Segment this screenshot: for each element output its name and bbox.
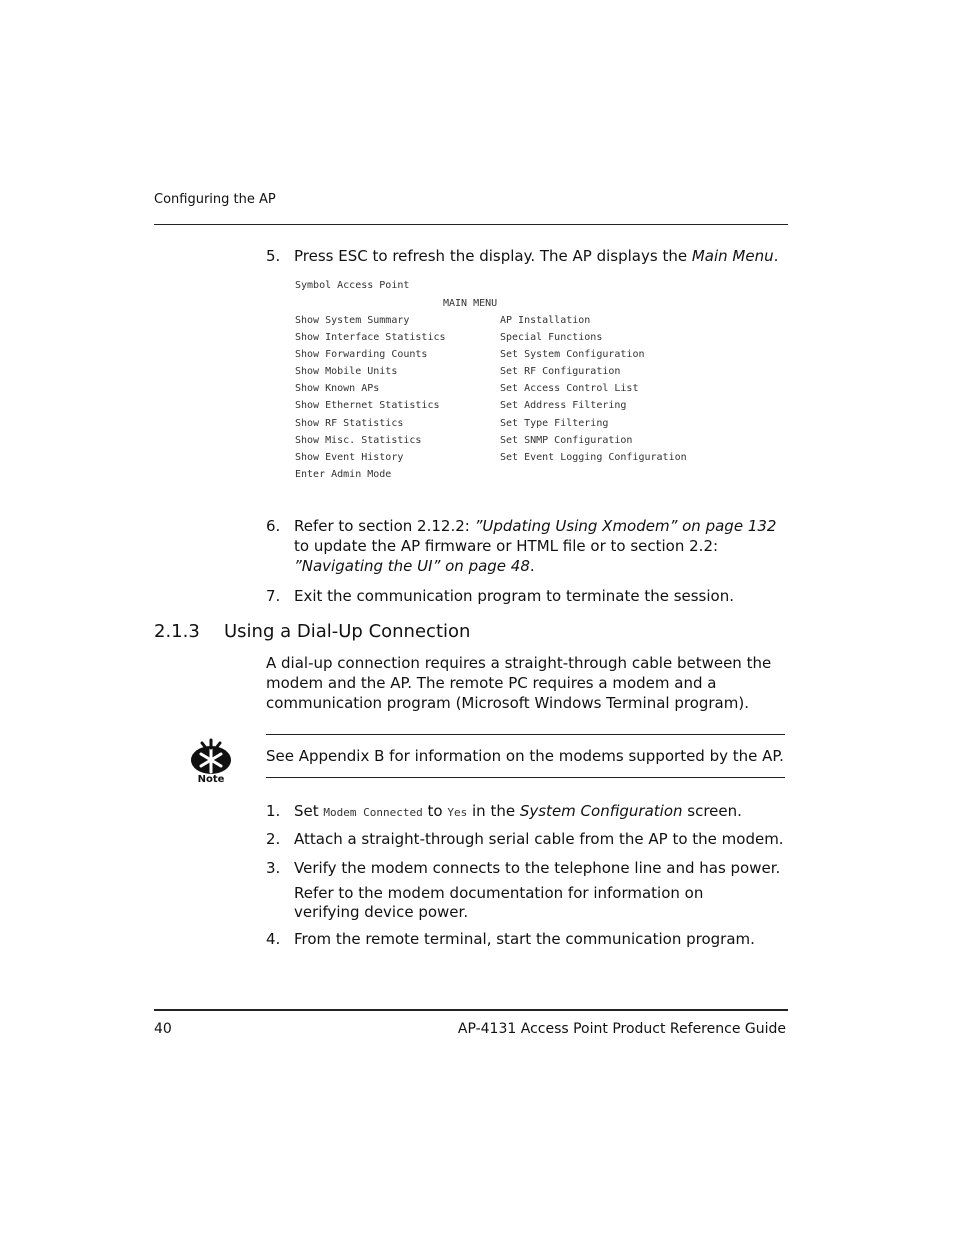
- step-text: [294, 516, 784, 576]
- page-number: 40: [154, 1021, 172, 1037]
- step-text-part: to update the AP firmware or HTML file or to section 2.2:: [294, 537, 719, 555]
- menu-item-left: Show Interface Statistics: [295, 332, 446, 343]
- terminal-menu-title: MAIN MENU: [443, 298, 498, 309]
- section-number: 2.1.3: [154, 621, 200, 642]
- step-text: From the remote terminal, start the communication program.: [294, 930, 755, 948]
- menu-item-left: Show System Summary: [295, 315, 410, 326]
- step-text-part: in the: [467, 802, 520, 820]
- step-text-part: Refer to section 2.12.2:: [294, 517, 475, 535]
- step-text-emphasis: Main Menu: [691, 247, 774, 265]
- menu-item-right: Set System Configuration: [500, 349, 645, 360]
- step-number: 5.: [266, 247, 281, 265]
- menu-item-right: Set RF Configuration: [500, 366, 621, 377]
- step-text: [294, 246, 784, 266]
- guide-title: AP-4131 Access Point Product Reference Guide: [457, 1021, 786, 1037]
- note-rule-bottom: [266, 777, 785, 778]
- step-number: 6.: [266, 517, 281, 535]
- menu-item-right: Set Address Filtering: [500, 400, 627, 411]
- menu-item-left: Show Ethernet Statistics: [295, 400, 440, 411]
- screen-name: System Configuration: [519, 802, 683, 820]
- menu-item-left: Show RF Statistics: [295, 418, 404, 429]
- step-text-part: screen.: [682, 802, 742, 820]
- note-icon-label: Note: [197, 774, 225, 785]
- menu-item-right: AP Installation: [500, 315, 591, 326]
- section-title: Using a Dial-Up Connection: [224, 621, 471, 642]
- field-name: Modem Connected: [323, 806, 423, 819]
- step-text-part: Press ESC to refresh the display. The AP displays the: [294, 247, 692, 265]
- step-text: Exit the communication program to terminate the session.: [294, 587, 734, 605]
- footer-rule: [154, 1009, 788, 1011]
- cross-reference: ”Updating Using Xmodem” on page 132: [474, 517, 777, 535]
- menu-item-right: Set Access Control List: [500, 383, 639, 394]
- step-text: [294, 801, 784, 823]
- step-number: 1.: [266, 802, 281, 820]
- step-text-part: .: [529, 557, 535, 575]
- step-text-part: .: [773, 247, 779, 265]
- step-number: 4.: [266, 930, 281, 948]
- menu-item-left: Show Event History: [295, 452, 404, 463]
- step-number: 3.: [266, 859, 281, 877]
- step-text-part: Set: [294, 802, 324, 820]
- note-rule-top: [266, 734, 785, 735]
- step-text-part: to: [422, 802, 448, 820]
- cross-reference: ”Navigating the UI” on page 48: [294, 557, 530, 575]
- menu-item-left: Show Known APs: [295, 383, 380, 394]
- field-value: Yes: [447, 806, 468, 819]
- step-number: 7.: [266, 587, 281, 605]
- note-icon: [188, 738, 234, 790]
- menu-item-right: Special Functions: [500, 332, 603, 343]
- menu-item-right: Set Type Filtering: [500, 418, 609, 429]
- running-header: Configuring the AP: [154, 192, 276, 207]
- menu-item-right: Set SNMP Configuration: [500, 435, 633, 446]
- step-number: 2.: [266, 830, 281, 848]
- menu-item-right: Set Event Logging Configuration: [500, 452, 687, 463]
- header-rule: [154, 224, 788, 225]
- menu-item-left: Show Mobile Units: [295, 366, 398, 377]
- menu-item-left: Show Forwarding Counts: [295, 349, 428, 360]
- section-intro: A dial-up connection requires a straight-through cable between the modem and the AP. The remote PC requires a modem and a communication program (Microsoft Windows Terminal program).: [266, 654, 772, 712]
- step-subtext: Refer to the modem documentation for information on verifying device power.: [294, 884, 704, 921]
- terminal-title: Symbol Access Point: [295, 280, 410, 291]
- step-text: Attach a straight-through serial cable from the AP to the modem.: [294, 830, 784, 848]
- note-text: See Appendix B for information on the modems supported by the AP.: [266, 747, 784, 765]
- step-text: Verify the modem connects to the telephone line and has power.: [294, 859, 781, 877]
- menu-item-left: Enter Admin Mode: [295, 469, 392, 480]
- menu-item-left: Show Misc. Statistics: [295, 435, 422, 446]
